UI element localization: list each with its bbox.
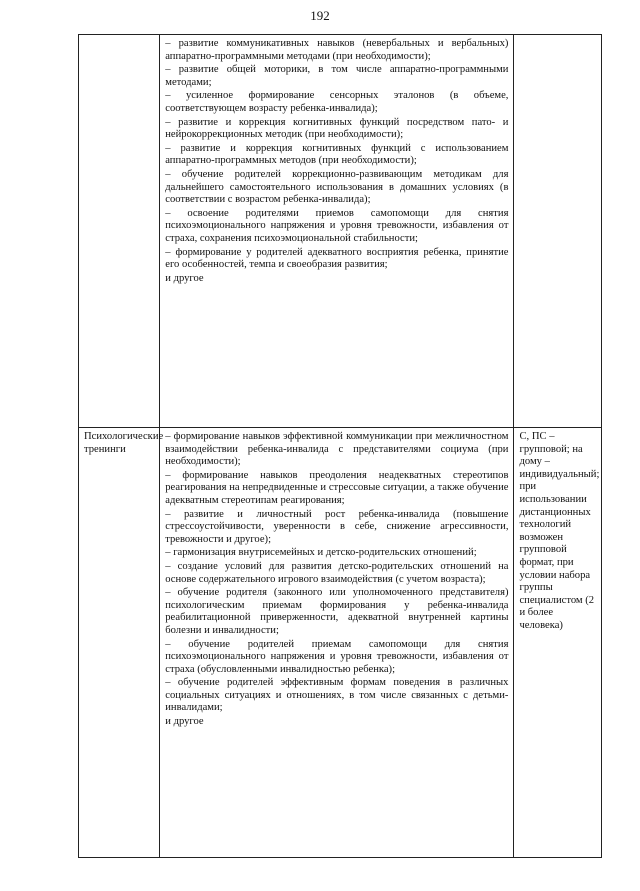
- page-number: 192: [310, 8, 330, 23]
- content-item: – обучение родителя (законного или уполномоченного представителя) психологическим приемам формирования у ребенка-инвалида реабилитационной приверженности, адекватной внутренней картины болезни и инвалидности;: [165, 587, 508, 637]
- table-row: [79, 35, 602, 428]
- content-item: – развитие коммуникативных навыков (невербальных и вербальных) аппаратно-программными методами (при необходимости);: [165, 38, 508, 63]
- content-item: – развитие и коррекция когнитивных функций с использованием аппаратно-программных методов (при необходимости);: [165, 143, 508, 168]
- service-form-cell: [514, 35, 602, 428]
- content-item: – развитие общей моторики, в том числе аппаратно-программными методами;: [165, 64, 508, 89]
- table-row: [79, 428, 602, 858]
- service-form-cell: С, ПС – групповой; на дому – индивидуальный; при использовании дистанционных технологий возможен групповой формат, при условии набора группы специалистом (2 и более человека): [514, 428, 602, 858]
- service-type-cell: [79, 35, 160, 428]
- service-content-cell: [160, 35, 514, 428]
- service-content-cell: [160, 428, 514, 858]
- content-item: – формирование навыков эффективной коммуникации при межличностном взаимодействии ребенка-инвалида с представителями социума (при необходимости);: [165, 431, 508, 469]
- content-item: – развитие и коррекция когнитивных функций посредством пато- и нейрокоррекционных методик (при необходимости);: [165, 117, 508, 142]
- content-item: – обучение родителей приемам самопомощи для снятия психоэмоционального напряжения и уровня тревожности, избавления от страха (обусловленными инвалидностью ребенка);: [165, 639, 508, 677]
- content-item: – обучение родителей эффективным формам поведения в различных социальных ситуациях и отношениях, в том числе связанных с детьми-инвалидами;: [165, 677, 508, 715]
- content-item: – усиленное формирование сенсорных эталонов (в объеме, соответствующем возрасту ребенка-инвалида);: [165, 90, 508, 115]
- services-table: [78, 34, 602, 858]
- content-item-other: и другое: [165, 716, 204, 728]
- content-item: – развитие и личностный рост ребенка-инвалида (повышение стрессоустойчивости, уверенности в себе, снижение агрессивности, тревожности и другое);: [165, 509, 508, 547]
- service-type-cell: Психологические тренинги: [79, 428, 160, 858]
- content-item: – гармонизация внутрисемейных и детско-родительских отношений;: [165, 547, 508, 560]
- content-item-other: и другое: [165, 272, 204, 284]
- content-item: – формирование навыков преодоления неадекватных стереотипов реагирования на непредвиденные и стрессовые ситуации, а также обучение адекватным стереотипам реагирования;: [165, 470, 508, 508]
- content-item: – обучение родителей коррекционно-развивающим методикам для дальнейшего самостоятельного использования в домашних условиях (в соответствии с возрастом ребенка-инвалида);: [165, 169, 508, 207]
- content-item: – освоение родителями приемов самопомощи для снятия психоэмоционального напряжения и уровня тревожности, избавления от страха, сохранения психоэмоциональной стабильности;: [165, 208, 508, 246]
- content-item: – создание условий для развития детско-родительских отношений на основе содержательного игрового взаимодействия (с учетом возраста);: [165, 561, 508, 586]
- content-item: – формирование у родителей адекватного восприятия ребенка, принятие его особенностей, темпа и своеобразия развития;: [165, 247, 508, 272]
